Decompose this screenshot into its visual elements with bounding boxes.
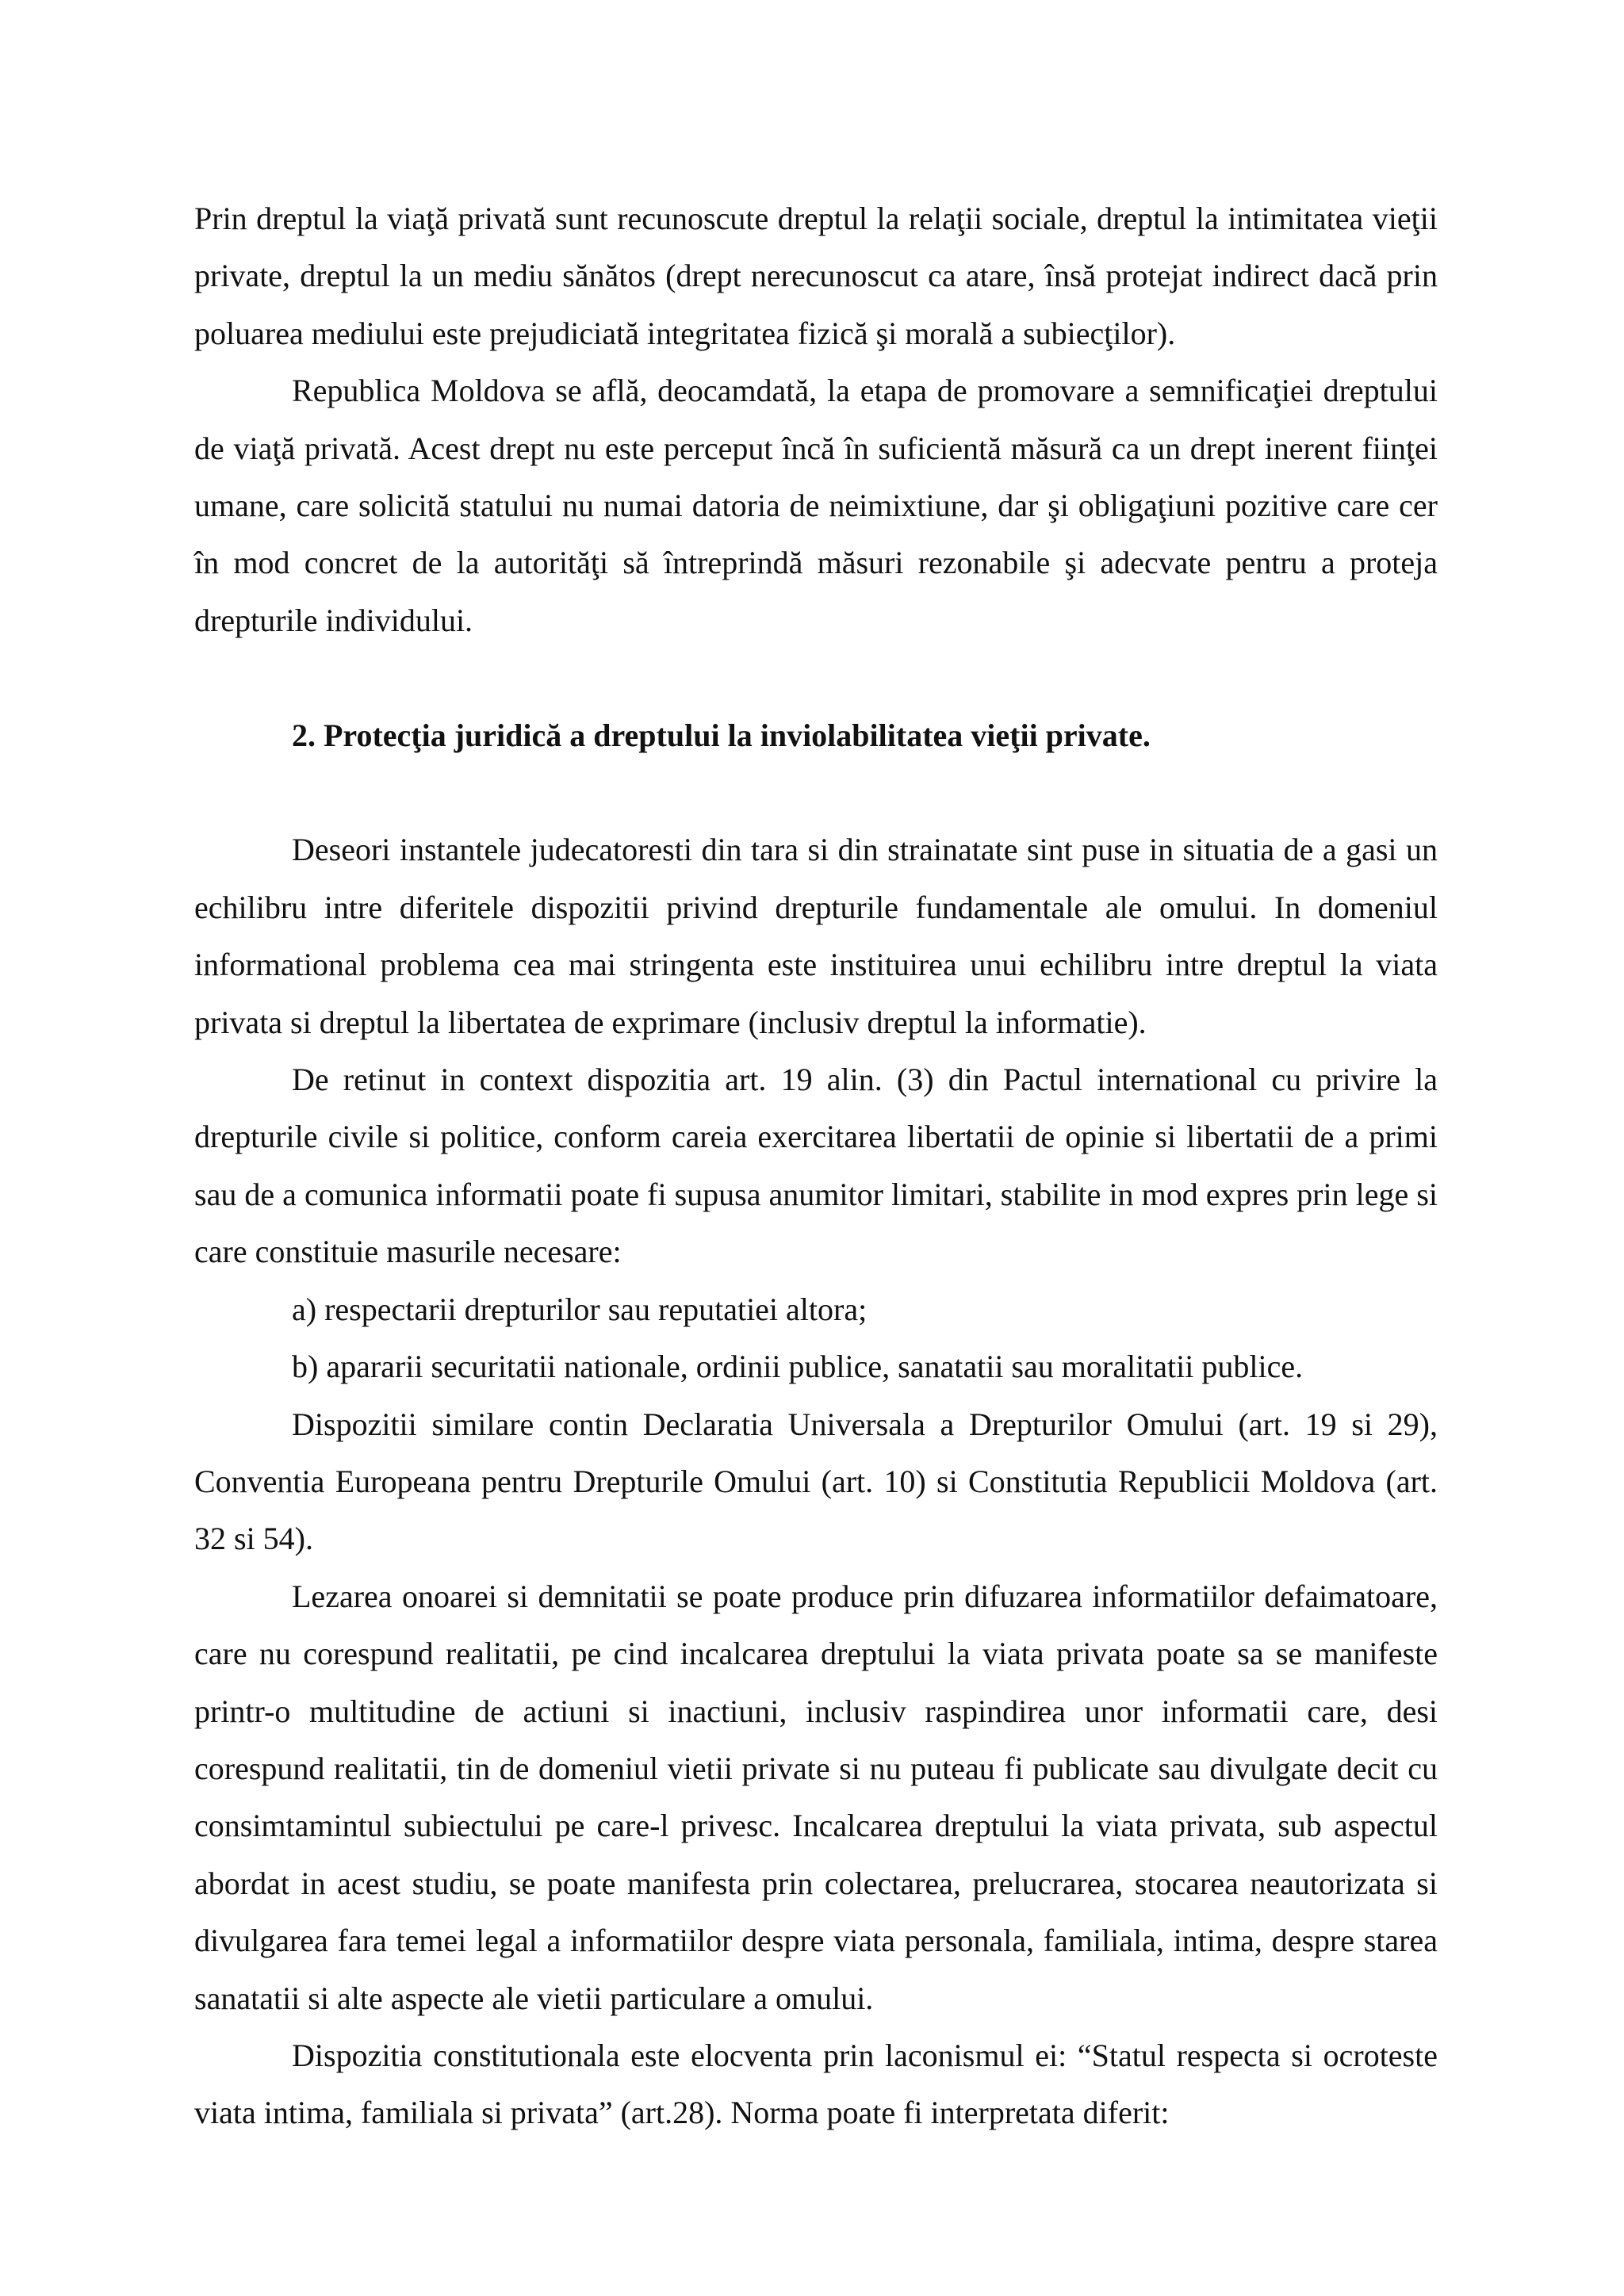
paragraph-courts-balance: Deseori instantele judecatoresti din tara si din strainatate sint puse in situatia de a gasi un echilibru intre diferitele dispozitii privind drepturile fundamentale ale omului. In domeniul informational problema cea mai stringenta este instituirea unui echilibru intre dreptul la viata privata si dreptul la libertatea de exprimare (inclusiv dreptul la informatie). xyxy=(194,832,1438,1040)
paragraph-moldova-promotion: Republica Moldova se află, deocamdată, la etapa de promovare a semnificaţiei dreptului de viaţă privată. Acest drept nu este perceput încă în suficientă măsură ca un drept inerent fiinţei umane, care solicită statului nu numai datoria de neimixtiune, dar şi obligaţiuni pozitive care cer în mod concret de la autorităţi să întreprindă măsuri rezonabile şi adecvate pentru a proteja drepturile individului. xyxy=(194,373,1438,638)
spacer xyxy=(194,764,1438,821)
list-item-b: b) apararii securitatii nationale, ordinii publice, sanatatii sau moralitatii publice. xyxy=(292,1349,1304,1385)
spacer xyxy=(194,649,1438,706)
list-item-a: a) respectarii drepturilor sau reputatiei altora; xyxy=(292,1291,868,1327)
paragraph-international-pact: De retinut in context dispozitia art. 19 alin. (3) din Pactul international cu privire la drepturile civile si politice, conform careia exercitarea libertatii de opinie si libertatii de a primi sau de a comunica informatii poate fi supusa anumitor limitari, stabilite in mod expres prin lege si care constituie masurile necesare: xyxy=(194,1062,1438,1270)
document-body xyxy=(194,190,1438,2142)
paragraph-constitutional-provision: Dispozitia constitutionala este elocventa prin laconismul ei: “Statul respecta si ocroteste viata intima, familiala si privata” (art.28). Norma poate fi interpretata diferit: xyxy=(194,2037,1438,2131)
paragraph-similar-provisions: Dispozitii similare contin Declaratia Universala a Drepturilor Omului (art. 19 si 29), Conventia Europeana pentru Drepturile Omului (art. 10) si Constitutia Republicii Moldova (art. 32 si 54). xyxy=(194,1406,1438,1557)
paragraph-private-life-rights: Prin dreptul la viaţă privată sunt recunoscute dreptul la relaţii sociale, dreptul la intimitatea vieţii private, dreptul la un mediu sănătos (drept nerecunoscut ca atare, însă protejat indirect dacă prin poluarea mediului este prejudiciată integritatea fizică şi morală a subiecţilor). xyxy=(194,201,1438,351)
paragraph-honor-dignity: Lezarea onoarei si demnitatii se poate produce prin difuzarea informatiilor defaimatoare, care nu corespund realitatii, pe cind incalcarea dreptului la viata privata poate sa se manifeste printr-o multitudine de actiuni si inactiuni, inclusiv raspindirea unor informatii care, desi corespund realitatii, tin de domeniul vietii private si nu puteau fi publicate sau divulgate decit cu consimtamintul subiectului pe care-l privesc. Incalcarea dreptului la viata privata, sub aspectul abordat in acest studiu, se poate manifesta prin colectarea, prelucrarea, stocarea neautorizata si divulgarea fara temei legal a informatiilor despre viata personala, familiala, intima, despre starea sanatatii si alte aspecte ale vietii particulare a omului. xyxy=(194,1578,1438,2016)
section-heading: 2. Protecţia juridică a dreptului la inviolabilitatea vieţii private. xyxy=(292,717,1151,753)
